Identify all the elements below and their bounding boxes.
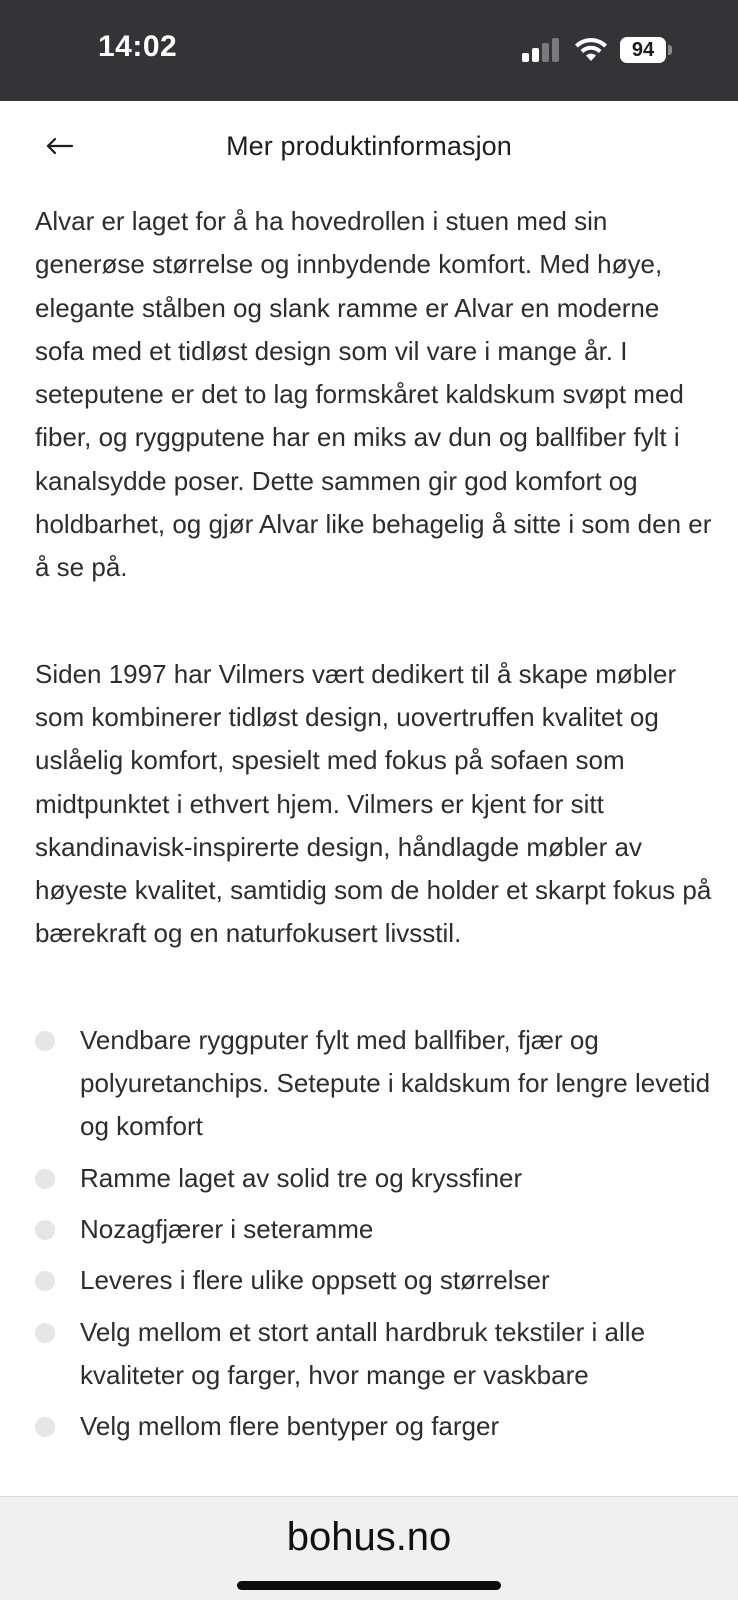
list-item-text: Velg mellom et stort antall hardbruk tekstiler i alle kvaliteter og farger, hvor mange er vaskbare xyxy=(80,1316,646,1390)
battery-icon xyxy=(620,37,672,63)
page-title: Mer produktinformasjon xyxy=(226,131,512,161)
list-item xyxy=(35,1208,715,1251)
list-item-text: Leveres i flere ulike oppsett og størrelser xyxy=(80,1265,550,1296)
list-item-text: Ramme laget av solid tre og kryssfiner xyxy=(80,1162,523,1193)
home-indicator[interactable] xyxy=(237,1581,501,1590)
description-paragraph: Alvar er laget for å ha hovedrollen i stuen med sin generøse størrelse og innbydende komfort. Med høye, elegante stålben og slank ramme er Alvar en moderne sofa med et tidløst design som vil vare i mange år. I seteputene er det to lag formskåret kaldskum svøpt med fiber, og ryggputene har en miks av dun og ballfiber fylt i kanalsydde poser. Dette sammen gir god komfort og holdbarhet, og gjør Alvar like behagelig å sitte i som den er å se på. xyxy=(35,206,712,583)
list-item-text: Velg mellom flere bentyper og farger xyxy=(80,1411,500,1442)
status-time: 14:02 xyxy=(98,30,178,63)
bullet-icon xyxy=(35,1323,55,1343)
bullet-icon xyxy=(35,1417,55,1437)
list-item-text: Vendbare ryggputer fylt med ballfiber, fjær og polyuretanchips. Setepute i kaldskum for lengre levetid og komfort xyxy=(80,1024,711,1142)
bullet-icon xyxy=(35,1169,55,1189)
status-bar xyxy=(0,0,738,101)
list-item xyxy=(35,1405,715,1448)
bullet-icon xyxy=(35,1220,55,1240)
product-description xyxy=(35,200,715,1456)
list-item-text: Nozagfjærer i seteramme xyxy=(80,1213,374,1244)
page-header xyxy=(0,101,738,197)
wifi-icon xyxy=(574,36,608,62)
brand-paragraph: Siden 1997 har Vilmers vært dedikert til å skape møbler som kombinerer tidløst design, uovertruffen kvalitet og uslåelig komfort, spesielt med fokus på sofaen som midtpunktet i ethvert hjem. Vilmers er kjent for sitt skandinavisk-inspirerte design, håndlagde møbler av høyeste kvalitet, samtidig som de holder et skarpt fokus på bærekraft og en naturfokusert livsstil. xyxy=(35,658,712,949)
list-item xyxy=(35,1019,715,1149)
list-item xyxy=(35,1157,715,1200)
feature-list xyxy=(35,1019,715,1449)
list-item xyxy=(35,1259,715,1302)
battery-level: 94 xyxy=(620,37,666,63)
url-label[interactable]: bohus.no xyxy=(286,1515,452,1559)
browser-address-bar[interactable] xyxy=(0,1496,738,1600)
signal-icon xyxy=(522,38,560,62)
bullet-icon xyxy=(35,1031,55,1051)
list-item xyxy=(35,1311,715,1398)
bullet-icon xyxy=(35,1271,55,1291)
